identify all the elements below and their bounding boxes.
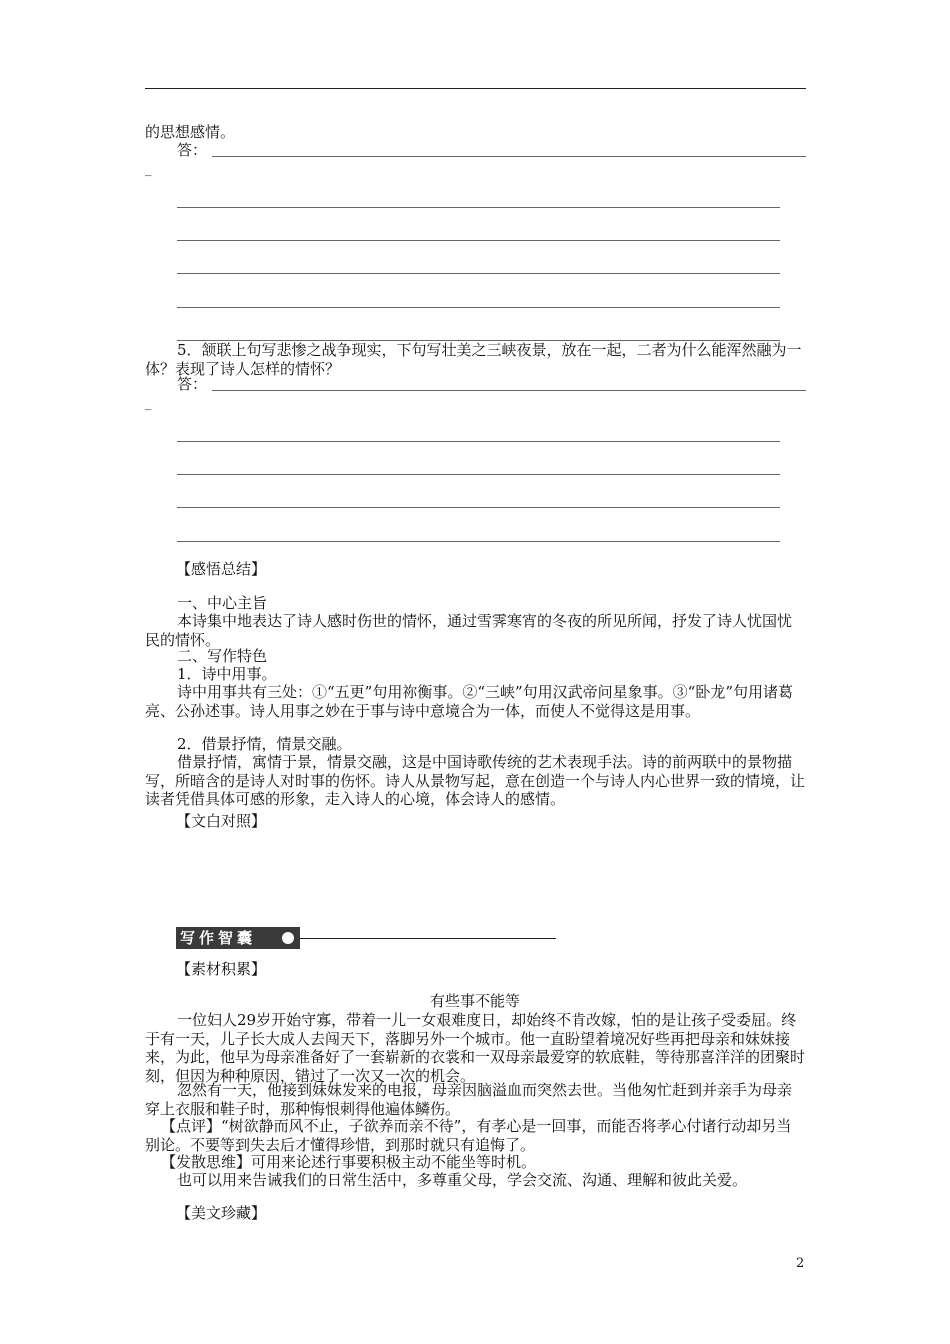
story-comment: 【点评】“树欲静而风不止，子欲养而亲不待”，有孝心是一回事，而能否将孝心付诸行动却另当别论。不要等到失去后才懂得珍惜，到那时就只有追悔了。 (145, 1117, 792, 1154)
header-rule (145, 88, 806, 89)
q4-answer-line[interactable] (212, 156, 806, 157)
feature2-body: 借景抒情，寓情于景，情景交融，这是中国诗歌传统的艺术表现手法。诗的前两联中的景物描写，所暗含的是诗人对时事的伤怀。诗人从景物写起，意在创造一个与诗人内心世界一致的情境，让读者凭借具体可感的形象，走入诗人的心境，体会诗人的感情。 (145, 753, 806, 808)
summary-section1-body: 本诗集中地表达了诗人感时伤世的情怀，通过雪霁寒宵的冬夜的所见所闻，抒发了诗人忧国忧民的情怀。 (145, 612, 793, 649)
summary-heading: 【感悟总结】 (176, 560, 267, 578)
bullet-dot-icon (282, 932, 294, 944)
banner-label: 写作智囊 (180, 929, 257, 947)
story-divergent: 【发散思维】可用来论述行事要积极主动不能坐等时机。 (161, 1153, 537, 1171)
q4-dash: _ (145, 162, 152, 177)
q4-answer-line[interactable] (177, 240, 780, 241)
q5-question: 5．颔联上句写悲惨之战争现实，下句写壮美之三峡夜景，放在一起，二者为什么能浑然融为一体？表现了诗人怎样的情怀？ (145, 341, 802, 378)
essay-heading: 【美文珍藏】 (176, 1204, 267, 1222)
summary-section2-title: 二、写作特色 (177, 647, 268, 665)
q4-answer-line[interactable] (177, 307, 780, 308)
writing-banner (176, 927, 556, 951)
q5-answer-line[interactable] (177, 474, 780, 475)
banner-rule (300, 938, 556, 939)
feature1-body: 诗中用事共有三处：①“五更”句用祢衡事。②“三峡”句用汉武帝问星象事。③“卧龙”句用诸葛亮、公孙述事。诗人用事之妙在于事与诗中意境合为一体，而使人不觉得这是用事。 (145, 683, 794, 720)
summary-section1-title: 一、中心主旨 (177, 594, 268, 612)
story-paragraph-2: 忽然有一天，他接到妹妹发来的电报，母亲因脑溢血而突然去世。当他匆忙赶到并亲手为母亲穿上衣服和鞋子时，那种悔恨刺得他遍体鳞伤。 (145, 1081, 793, 1118)
q5-answer-line[interactable] (177, 541, 780, 542)
q4-continuation: 的思想感情。 (145, 123, 236, 141)
feature1-title: 1．诗中用事。 (177, 665, 277, 683)
story-paragraph-1: 一位妇人29岁开始守寡，带着一儿一女艰难度日，却始终不肯改嫁，怕的是让孩子受委屈。终于有一天，儿子长大成人去闯天下，落脚另外一个城市。他一直盼望着境况好些再把母亲和妹妹接来，为此，他早为母亲准备好了一套崭新的衣裳和一双母亲最爱穿的软底鞋，等待那喜洋洋的团聚时刻，但因为种种原因，错过了一次又一次的机会。 (145, 1011, 806, 1085)
page-number: 2 (796, 1256, 805, 1271)
q5-answer-line[interactable] (177, 441, 780, 442)
q5-dash: _ (145, 396, 152, 411)
feature2-title: 2．借景抒情，情景交融。 (177, 735, 352, 753)
story-divergent-2: 也可以用来告诫我们的日常生活中，多尊重父母，学会交流、沟通、理解和彼此关爱。 (177, 1171, 748, 1189)
q4-answer-line[interactable] (177, 207, 780, 208)
q4-answer-line[interactable] (177, 273, 780, 274)
material-heading: 【素材积累】 (176, 960, 267, 978)
q5-answer-line[interactable] (177, 507, 780, 508)
q5-answer-label: 答： (177, 375, 208, 393)
banner-box (176, 927, 300, 949)
story-title: 有些事不能等 (429, 992, 520, 1010)
translation-heading: 【文白对照】 (176, 812, 267, 830)
q5-answer-line[interactable] (212, 390, 806, 391)
q4-answer-label: 答： (177, 141, 208, 159)
